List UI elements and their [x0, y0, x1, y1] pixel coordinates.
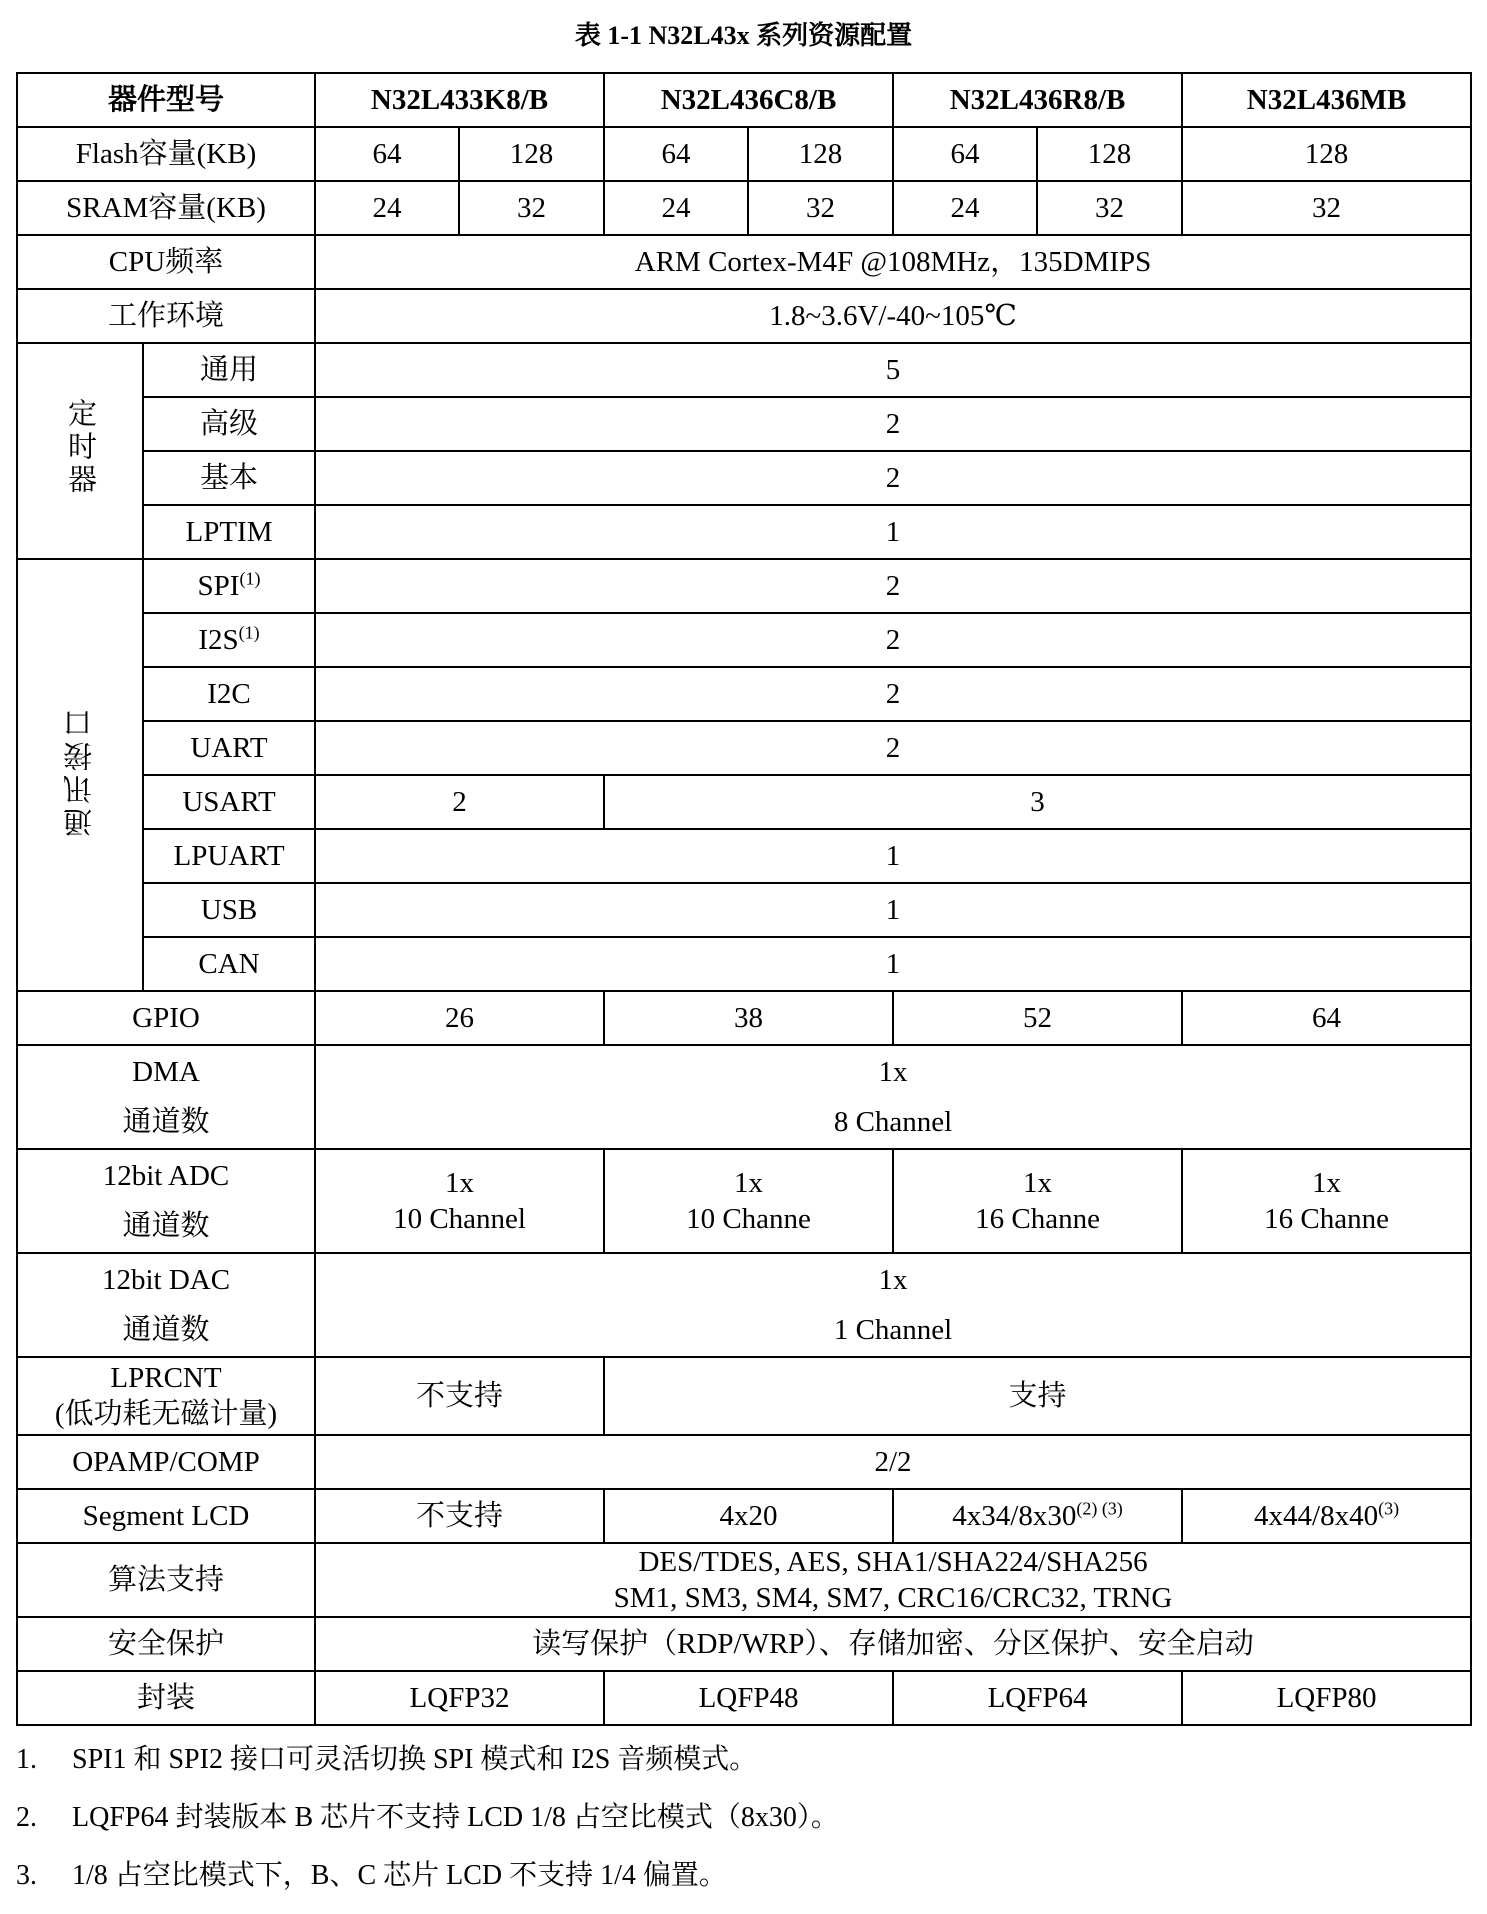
footnote [16, 1856, 1470, 1914]
row-label: GPIO [17, 991, 315, 1045]
flash-value: 64 [893, 127, 1037, 181]
comm-row [17, 721, 1471, 775]
lprcnt-value: 支持 [604, 1357, 1471, 1435]
sram-row [17, 181, 1471, 235]
comm-row [17, 775, 1471, 829]
lprcnt-value: 不支持 [315, 1357, 604, 1435]
footnote-number: 3. [16, 1860, 37, 1891]
footnote-number: 1. [16, 1744, 37, 1775]
package-value: LQFP48 [604, 1671, 893, 1725]
row-label: 通用 [143, 343, 315, 397]
row-label: 基本 [143, 451, 315, 505]
sram-value: 32 [1037, 181, 1182, 235]
sram-value: 24 [315, 181, 459, 235]
row-label: 高级 [143, 397, 315, 451]
adc-value: 1x 16 Channe [1182, 1149, 1471, 1253]
row-label: UART [143, 721, 315, 775]
timer-value: 1 [315, 505, 1471, 559]
row-label: I2C [143, 667, 315, 721]
flash-value: 128 [459, 127, 604, 181]
flash-row [17, 127, 1471, 181]
comm-row [17, 829, 1471, 883]
algo-value: DES/TDES, AES, SHA1/SHA224/SHA256 SM1, SM3, SM4, SM7, CRC16/CRC32, TRNG [315, 1543, 1471, 1617]
footnote-ref: (2) (3) [1076, 1498, 1123, 1519]
row-label: LPTIM [143, 505, 315, 559]
row-label: SPI$^{(1)}$ [143, 559, 315, 613]
opamp-value: 2/2 [315, 1435, 1471, 1489]
timer-row [17, 505, 1471, 559]
comm-row [17, 937, 1471, 991]
gpio-row [17, 991, 1471, 1045]
footnote-text: SPI1 和 SPI2 接口可灵活切换 SPI 模式和 I2S 音频模式。 [72, 1744, 758, 1775]
package-row [17, 1671, 1471, 1725]
device-header: 器件型号 [17, 73, 315, 127]
package-value: LQFP80 [1182, 1671, 1471, 1725]
timer-value: 2 [315, 451, 1471, 505]
lcd-value: $4x34/8x30^{(2) (3)}$ [893, 1489, 1182, 1543]
comm-value: 2 [315, 721, 1471, 775]
flash-value: 128 [748, 127, 893, 181]
row-label: $I2S^{(1)}$ [143, 613, 315, 667]
comm-value: 1 [315, 883, 1471, 937]
footnote [16, 1798, 1470, 1856]
sram-value: 32 [459, 181, 604, 235]
env-row [17, 289, 1471, 343]
gpio-value: 38 [604, 991, 893, 1045]
dac-value: 1x 1 Channel [315, 1253, 1471, 1357]
cpu-value: ARM Cortex-M4F @108MHz，135DMIPS [315, 235, 1471, 289]
security-value: 读写保护（RDP/WRP）、存储加密、分区保护、安全启动 [315, 1617, 1471, 1671]
resource-table [16, 72, 1472, 1726]
gpio-value: 64 [1182, 991, 1471, 1045]
comm-value: 2 [315, 559, 1471, 613]
lcd-row [17, 1489, 1471, 1543]
security-row [17, 1617, 1471, 1671]
lcd-value: 4x44/8x40$^{(3)}$ [1182, 1489, 1471, 1543]
sram-value: 24 [604, 181, 748, 235]
model-header: N32L436MB [1182, 73, 1471, 127]
comm-value: 2 [315, 613, 1471, 667]
timer-group-text: 定时器 [64, 397, 96, 497]
opamp-row [17, 1435, 1471, 1489]
flash-value: 64 [604, 127, 748, 181]
row-label: 12bit DAC 通道数 [17, 1253, 315, 1357]
footnote [16, 1740, 1470, 1798]
row-label: Segment LCD [17, 1489, 315, 1543]
model-header: N32L436C8/B [604, 73, 893, 127]
row-label: 安全保护 [17, 1617, 315, 1671]
gpio-value: 52 [893, 991, 1182, 1045]
flash-value: 128 [1182, 127, 1471, 181]
lcd-value: 不支持 [315, 1489, 604, 1543]
timer-row [17, 397, 1471, 451]
footnote-text: 1/8 占空比模式下，B、C 芯片 LCD 不支持 1/4 偏置。 [72, 1860, 727, 1891]
adc-value: 1x 10 Channel [315, 1149, 604, 1253]
row-label: SRAM容量(KB) [17, 181, 315, 235]
lprcnt-row [17, 1357, 1471, 1435]
row-label: DMA 通道数 [17, 1045, 315, 1149]
comm-value: 1 [315, 937, 1471, 991]
row-label: LPRCNT (低功耗无磁计量) [17, 1357, 315, 1435]
package-value: LQFP64 [893, 1671, 1182, 1725]
footnote-ref: (3) [1378, 1498, 1400, 1519]
sram-value: 24 [893, 181, 1037, 235]
flash-value: 64 [315, 127, 459, 181]
comm-row [17, 559, 1471, 613]
dac-row [17, 1253, 1471, 1357]
row-label: CAN [143, 937, 315, 991]
dma-value: 1x 8 Channel [315, 1045, 1471, 1149]
footnote-number: 2. [16, 1802, 37, 1833]
flash-value: 128 [1037, 127, 1182, 181]
comm-row [17, 667, 1471, 721]
gpio-value: 26 [315, 991, 604, 1045]
row-label: USB [143, 883, 315, 937]
cpu-row [17, 235, 1471, 289]
comm-row [17, 613, 1471, 667]
row-label: LPUART [143, 829, 315, 883]
row-label: 封装 [17, 1671, 315, 1725]
env-value: 1.8~3.6V/-40~105℃ [315, 289, 1471, 343]
comm-group-text: 通讯接口 [64, 705, 96, 837]
row-label: CPU频率 [17, 235, 315, 289]
adc-value: 1x 16 Channe [893, 1149, 1182, 1253]
comm-value: 2 [315, 667, 1471, 721]
row-label: Flash容量(KB) [17, 127, 315, 181]
timer-row [17, 343, 1471, 397]
row-label: 工作环境 [17, 289, 315, 343]
footnote-text: LQFP64 封装版本 B 芯片不支持 LCD 1/8 占空比模式（8x30）。 [72, 1802, 839, 1833]
timer-value: 2 [315, 397, 1471, 451]
footnote-ref: (1) [239, 568, 261, 589]
timer-value: 5 [315, 343, 1471, 397]
header-row [17, 73, 1471, 127]
model-header: N32L436R8/B [893, 73, 1182, 127]
timer-row [17, 451, 1471, 505]
comm-group-label [17, 559, 143, 991]
sram-value: 32 [1182, 181, 1471, 235]
model-header: N32L433K8/B [315, 73, 604, 127]
timer-group-label [17, 343, 143, 559]
comm-row [17, 883, 1471, 937]
lcd-value: 4x20 [604, 1489, 893, 1543]
comm-value: 3 [604, 775, 1471, 829]
footnote-ref: (1) [238, 622, 260, 643]
row-label: 12bit ADC 通道数 [17, 1149, 315, 1253]
row-label: OPAMP/COMP [17, 1435, 315, 1489]
adc-value: 1x 10 Channe [604, 1149, 893, 1253]
sram-value: 32 [748, 181, 893, 235]
table-caption: 表 1-1 N32L43x 系列资源配置 [574, 21, 913, 50]
footnotes [16, 1740, 1470, 1914]
dma-row [17, 1045, 1471, 1149]
row-label: 算法支持 [17, 1543, 315, 1617]
comm-value: 1 [315, 829, 1471, 883]
adc-row [17, 1149, 1471, 1253]
comm-value: 2 [315, 775, 604, 829]
package-value: LQFP32 [315, 1671, 604, 1725]
algo-row [17, 1543, 1471, 1617]
row-label: USART [143, 775, 315, 829]
